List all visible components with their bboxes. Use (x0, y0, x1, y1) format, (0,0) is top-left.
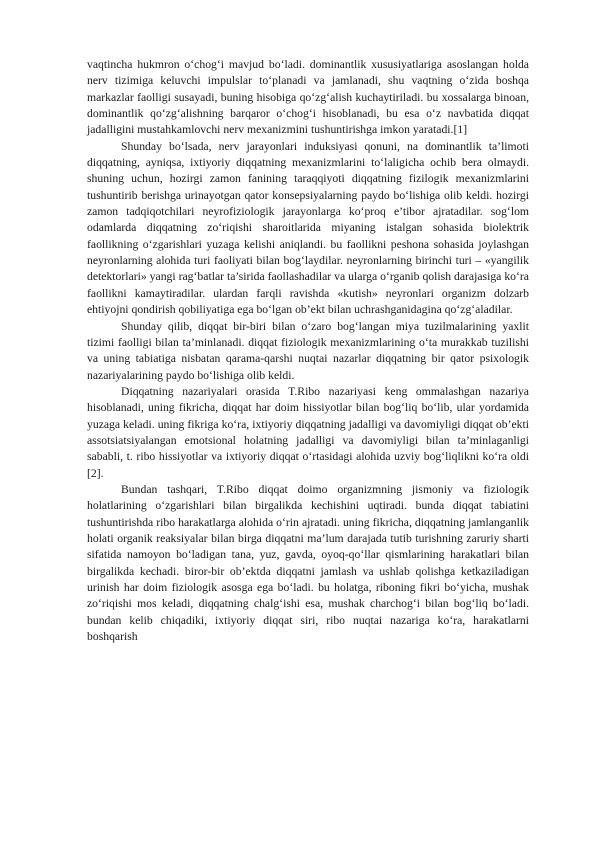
paragraph-ribo-movements: Bundan tashqari, T.Ribo diqqat doimo organizmning jismoniy va fiziologik holatlarining o‘zgarishlari bilan birgalikda kechishini uqtiradi. bunda diqqat tabiatini tushuntirishda ribo harakatlarga alohida o‘rin ajratadi. uning fikricha, diqqatning jamlanganlik holati organik reaksiyalar bilan birga diqqatni ma’lum darajada tutib turishning zaruriy sharti sifatida namoyon bo‘ladigan tana, yuz, gavda, oyoq-qo‘llar qismlarining harakatlari bilan birgalikda kechadi. biror-bir ob’ektda diqqatni jamlash va ushlab qolishga ketkaziladigan urinish har doim fiziologik asosga ega bo‘ladi. bu holatga, riboning fikri bo‘yicha, mushak zo‘riqishi mos keladi, diqqatning chalg‘ishi esa, mushak charchog‘i bilan bog‘liq bo‘ladi. bundan kelib chiqadiki, ixtiyoriy diqqat siri, ribo nuqtai nazariga ko‘ra, harakatlarni boshqarish (87, 482, 529, 644)
paragraph-dominant-focus: vaqtincha hukmron o‘chog‘i mavjud bo‘ladi. dominantlik xususiyatlariga asoslangan holda nerv tizimiga keluvchi impulslar to‘planadi va jamlanadi, shu vaqtning o‘zida boshqa markazlar faolligi susayadi, buning hisobiga qo‘zg‘alish kuchaytiriladi. bu xossalarga binoan, dominantlik qo‘zg‘alishning barqaror o‘chog‘i hisoblanadi, bu esa o‘z navbatida diqqat jadalligini mustahkamlovchi nerv mexanizmini tushuntirishga imkon yaratadi.[1] (87, 58, 529, 137)
paragraph-brain-structures: Shunday qilib, diqqat bir-biri bilan o‘zaro bog‘langan miya tuzilmalarining yaxlit tizimi faolligi bilan ta’minlanadi. diqqat fiziologik mexanizmlarining o‘ta murakkab tuzilishi va uning tabiatiga nisbatan qarama-qarshi nuqtai nazarlar diqqatning bir qator psixologik nazariyalarining paydo bo‘lishiga olib keldi. (87, 319, 529, 382)
paragraph-ribo-theory: Diqqatning nazariyalari orasida T.Ribo nazariyasi keng ommalashgan nazariya hisoblanadi, uning fikricha, diqqat har doim hissiyotlar bilan bog‘liq bo‘lib, ular yordamida yuzaga keladi. uning fikriga ko‘ra, ixtiyoriy diqqatning jadalligi va davomiyligi diqqat ob’ekti assotsiatsiyalangan emotsional holatning jadalligi va davomiyligi bilan ta’minlaganligi sababli, t. ribo hissiyotlar va ixtiyoriy diqqat o‘rtasidagi alohida uzviy bog‘liqlikni ko‘ra oldi [2]. (87, 384, 529, 480)
document-page (87, 57, 529, 645)
paragraph-neurophysiology: Shunday bo‘lsada, nerv jarayonlari induksiyasi qonuni, na dominantlik ta’limoti diqqatning, ayniqsa, ixtiyoriy diqqatning mexanizmlarini to‘laligicha ochib bera olmaydi. shuning uchun, hozirgi zamon fanining taraqqiyoti diqqatning fizilogik mexanizmlarini tushuntirib berishga urinayotgan qator konsepsiyalarning paydo bo‘lishiga olib keldi. hozirgi zamon tadqiqotchilari neyrofiziologik jarayonlarga ko‘proq e’tibor ajratadilar. sog‘lom odamlarda diqqatning zo‘riqishi sharoitlarida miyaning istalgan sohasida biolektrik faollikning o‘zgarishlari yuzaga kelishi aniqlandi. bu faollikni peshona sohasida joylashgan neyronlarning alohida turi faoliyati bilan bog‘laydilar. neyronlarning birinchi turi – «yangilik detektorlari» yangi rag‘batlar ta’sirida faollashadilar va ularga o‘rganib qolish darajasiga ko‘ra faollikni kamaytiradilar. ulardan farqli ravishda «kutish» neyronlari organizm dolzarb ehtiyojni qondirish qobiliyatiga ega bo‘lgan ob’ekt bilan uchrashganidagina qo‘zg‘aladilar. (87, 139, 529, 317)
